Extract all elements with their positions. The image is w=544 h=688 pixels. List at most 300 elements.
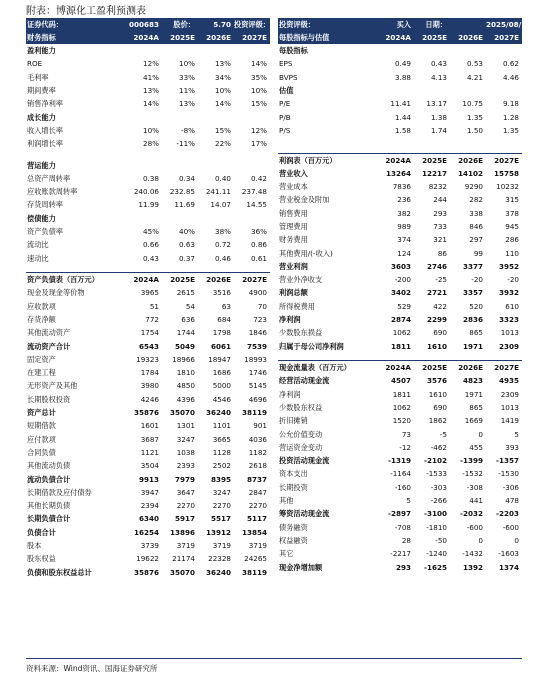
cell-value: 733 — [433, 221, 447, 231]
cell-value — [198, 212, 234, 225]
row-label: 短期借款 — [27, 421, 56, 431]
cell-value — [486, 353, 522, 361]
cell-value: -1625 — [424, 562, 447, 572]
cell-value — [414, 353, 450, 361]
table-row — [26, 137, 270, 150]
cell-value — [198, 110, 234, 123]
cell-value: 10% — [215, 86, 231, 96]
cell-value: -462 — [430, 442, 447, 452]
cell-value: 772 — [145, 314, 159, 324]
row-label: 利润增长率 — [27, 139, 63, 149]
row-label: 公允价值变动 — [279, 429, 323, 439]
cell-value — [450, 84, 486, 97]
cell-value: 1811 — [390, 341, 411, 351]
table-row — [278, 361, 522, 375]
cell-value: 45% — [143, 227, 159, 236]
cell-value: 1013 — [500, 328, 519, 338]
cell-value: 3739 — [140, 541, 159, 551]
cell-value — [486, 137, 522, 145]
cell-value: 0.62 — [502, 59, 519, 69]
row-label: 流动负债合计 — [27, 474, 71, 484]
cell-value — [162, 150, 198, 158]
cell-value: 38119 — [241, 408, 267, 418]
table-row — [278, 353, 522, 361]
cell-value — [198, 44, 234, 57]
cell-value: -200 — [394, 275, 411, 285]
cell-value: 441 — [469, 496, 483, 506]
cell-value: -20 — [471, 275, 483, 285]
row-label: 资本支出 — [279, 469, 308, 479]
cell-value: 1798 — [212, 328, 231, 338]
cell-value — [486, 84, 522, 97]
row-label: 应付款项 — [27, 434, 56, 444]
cell-value: 1846 — [248, 328, 267, 338]
table-row — [278, 494, 522, 507]
cell-value — [234, 150, 270, 158]
table-row — [26, 273, 270, 287]
table-row — [278, 137, 522, 145]
row-label: 毛利率 — [27, 72, 49, 82]
cell-value: -1357 — [496, 456, 519, 466]
cell-value: 1669 — [464, 416, 483, 426]
cell-value — [378, 44, 414, 57]
row-label: 总资产周转率 — [27, 173, 71, 183]
cell-value: 3719 — [176, 541, 195, 551]
row-label — [26, 150, 126, 158]
table-row — [26, 446, 270, 459]
row-label: 无形资产及其他 — [27, 381, 78, 391]
row-label: 资产负债表（百万元） — [26, 273, 126, 287]
table-row — [278, 97, 522, 110]
table-row — [278, 167, 522, 180]
cell-value: 374 — [397, 235, 411, 245]
row-label: 折旧摊销 — [279, 416, 308, 426]
cell-value: 2026E — [450, 361, 486, 375]
cell-value: 7836 — [392, 182, 411, 192]
row-label: ROE — [27, 59, 43, 69]
cell-value — [486, 145, 522, 153]
cell-value: 63 — [221, 301, 231, 311]
table-row — [278, 534, 522, 547]
cell-value: 13896 — [169, 527, 195, 537]
cell-value: 865 — [469, 328, 483, 338]
left-column — [26, 18, 270, 579]
table-row — [26, 44, 270, 57]
cell-value: 买入 — [378, 18, 414, 31]
table-row — [278, 273, 522, 286]
cell-value: 3247 — [212, 487, 231, 497]
row-label: 归属于母公司净利润 — [279, 341, 344, 351]
table-row — [26, 393, 270, 406]
table-row — [278, 374, 522, 387]
cell-value: 2394 — [140, 501, 159, 511]
cell-value: 0.72 — [214, 240, 231, 250]
table-row — [26, 526, 270, 539]
cell-value: -1532 — [462, 469, 483, 479]
cell-value: 14% — [251, 59, 267, 69]
cell-value: 9290 — [464, 182, 483, 192]
cell-value: 2025E — [414, 361, 450, 375]
row-label: 负债合计 — [27, 527, 56, 537]
table-row — [26, 300, 270, 313]
cell-value — [126, 44, 162, 57]
cell-value: 34% — [215, 72, 231, 82]
row-label: 所得税费用 — [279, 301, 315, 311]
cell-value: 18947 — [208, 354, 231, 364]
table-row — [26, 97, 270, 110]
table-row — [278, 84, 522, 97]
cell-value: 945 — [505, 221, 519, 231]
cell-value: 1971 — [464, 389, 483, 399]
cell-value: 13% — [215, 59, 231, 69]
cell-value: 124 — [397, 248, 411, 258]
row-label: 期间费率 — [27, 86, 56, 96]
cell-value: 2025E — [414, 153, 450, 167]
table-row — [26, 198, 270, 211]
cell-value: 846 — [469, 221, 483, 231]
cell-value: 1.35 — [466, 112, 483, 122]
cell-value: 10% — [179, 59, 195, 69]
cell-value: 321 — [433, 235, 447, 245]
row-label: BVPS — [279, 72, 298, 82]
cell-value: 1744 — [176, 328, 195, 338]
row-label: P/S — [279, 125, 291, 135]
cell-value: 1013 — [500, 402, 519, 412]
cell-value: 0.66 — [142, 240, 159, 250]
row-label: 营运资金变动 — [279, 442, 323, 452]
cell-value: 4696 — [248, 394, 267, 404]
cell-value: 13.17 — [426, 99, 447, 109]
cell-value: 11.99 — [138, 200, 159, 210]
cell-value: 11.69 — [174, 200, 195, 210]
table-row — [278, 71, 522, 84]
cell-value: 4935 — [498, 376, 519, 386]
row-label: 负债和股东权益总计 — [27, 567, 92, 577]
cell-value: 22328 — [208, 554, 231, 564]
row-label: 营业利润 — [279, 261, 308, 271]
cell-value: 1.58 — [394, 125, 411, 135]
cell-value: 3377 — [462, 261, 483, 271]
table-row — [26, 419, 270, 432]
cell-value: 7539 — [246, 341, 267, 351]
cell-value: 22% — [215, 139, 231, 149]
cell-value: 0 — [514, 535, 519, 545]
cell-value: 000683 — [126, 18, 162, 31]
table-row — [26, 212, 270, 225]
cell-value: 3323 — [498, 314, 519, 324]
row-label: 其它 — [279, 549, 294, 559]
cell-value: 3647 — [176, 487, 195, 497]
cell-value: -2102 — [424, 456, 447, 466]
row-label: 每股指标 — [279, 46, 308, 56]
cell-value: 1520 — [392, 416, 411, 426]
cell-value: 1121 — [140, 447, 159, 457]
cell-value: 0 — [478, 535, 483, 545]
row-label: 固定资产 — [27, 354, 56, 364]
row-label: 估值 — [279, 86, 294, 96]
cell-value: 2270 — [248, 501, 267, 511]
cell-value: 11.41 — [390, 99, 411, 109]
table-row — [26, 326, 270, 339]
cell-value: 12% — [251, 125, 267, 135]
cell-value: 9913 — [138, 474, 159, 484]
cell-value: 4246 — [140, 394, 159, 404]
table-row — [26, 251, 270, 264]
table-row — [278, 547, 522, 560]
row-label: 收入增长率 — [27, 125, 63, 135]
table-row — [26, 71, 270, 84]
cell-value: 2721 — [426, 288, 447, 298]
cell-value: -12 — [399, 442, 411, 452]
cell-value: 24265 — [244, 554, 267, 564]
cell-value: 3687 — [140, 434, 159, 444]
table-row — [278, 246, 522, 259]
row-label: 销售费用 — [279, 208, 308, 218]
cell-value: 股价： — [162, 18, 198, 31]
cell-value: 4823 — [462, 376, 483, 386]
table-row — [26, 150, 270, 158]
cell-value: -25 — [435, 275, 447, 285]
cell-value: -1319 — [388, 456, 411, 466]
table-row — [26, 225, 270, 238]
table-row — [26, 339, 270, 352]
cell-value: 422 — [433, 301, 447, 311]
cell-value — [162, 158, 198, 171]
cell-value: 2874 — [390, 314, 411, 324]
cell-value: 14% — [143, 99, 159, 109]
table-row — [26, 313, 270, 326]
cell-value: 5517 — [210, 514, 231, 524]
cell-value: 1301 — [176, 421, 195, 431]
cell-value: 901 — [253, 421, 267, 431]
cell-value: 35% — [251, 72, 267, 82]
cell-value: 73 — [401, 429, 411, 439]
table-row — [26, 124, 270, 137]
cell-value: 690 — [433, 402, 447, 412]
cell-value: 1.35 — [502, 125, 519, 135]
cell-value — [162, 212, 198, 225]
table-row — [278, 153, 522, 167]
cell-value: 3719 — [212, 541, 231, 551]
cell-value: 2027E — [234, 31, 270, 44]
table-row — [278, 521, 522, 534]
cell-value: 1610 — [426, 341, 447, 351]
cell-value — [234, 158, 270, 171]
cell-value: -3100 — [424, 509, 447, 519]
cell-value: 1746 — [248, 368, 267, 378]
cell-value: 10% — [251, 86, 267, 96]
table-row — [26, 366, 270, 379]
table-row — [278, 339, 522, 352]
table-row — [278, 326, 522, 339]
row-label: 利润表（百万元） — [278, 153, 378, 167]
cell-value — [126, 150, 162, 158]
row-label: 净利润 — [279, 314, 301, 324]
cell-value — [450, 145, 486, 153]
row-label: 现金及现金等价物 — [27, 288, 85, 298]
cell-value: 3516 — [212, 288, 231, 298]
source-footnote: 资料来源：Wind资讯、国海证券研究所 — [26, 658, 522, 674]
cell-value: 478 — [505, 496, 519, 506]
cell-value: 1182 — [248, 447, 267, 457]
row-label: 证券代码： — [26, 18, 126, 31]
cell-value: 2393 — [176, 461, 195, 471]
table-row — [26, 110, 270, 123]
row-label — [278, 137, 378, 145]
row-label: 其他流动负债 — [27, 461, 71, 471]
row-label: 销售净利率 — [27, 99, 63, 109]
cell-value: 2746 — [426, 261, 447, 271]
cell-value: 1128 — [212, 447, 231, 457]
cell-value: 8232 — [428, 182, 447, 192]
cell-value: 244 — [433, 195, 447, 205]
cell-value: 2026E — [198, 31, 234, 44]
cell-value: 0.86 — [250, 240, 267, 250]
row-label: P/B — [279, 112, 291, 122]
table-row — [278, 31, 522, 44]
cell-value: 28% — [143, 139, 159, 149]
cell-value: 0.42 — [250, 173, 267, 183]
cell-value: 293 — [395, 562, 411, 572]
cell-value: 11% — [179, 86, 195, 96]
cell-value: 2502 — [212, 461, 231, 471]
cell-value: 4900 — [248, 288, 267, 298]
cell-value — [378, 145, 414, 153]
cell-value — [450, 137, 486, 145]
cell-value: 3947 — [140, 487, 159, 497]
cell-value: 18993 — [244, 354, 267, 364]
cell-value: -11% — [176, 139, 195, 149]
cell-value: 51 — [149, 301, 159, 311]
cell-value — [414, 145, 450, 153]
cell-value: 2847 — [248, 487, 267, 497]
cell-value: 3952 — [498, 261, 519, 271]
cell-value: 99 — [473, 248, 483, 258]
cell-value: 2026E — [450, 31, 486, 44]
cell-value: 36240 — [205, 408, 231, 418]
table-row — [26, 353, 270, 366]
table-row — [278, 18, 522, 31]
cell-value: 1686 — [212, 368, 231, 378]
row-label: 股东权益 — [27, 554, 56, 564]
table-row — [26, 158, 270, 171]
cell-value: 2025E — [162, 31, 198, 44]
cell-value: 0.37 — [178, 253, 195, 263]
table-row — [278, 220, 522, 233]
cell-value: 10232 — [496, 182, 519, 192]
cell-value: 241.11 — [205, 187, 231, 197]
cell-value: 5117 — [246, 514, 267, 524]
table-row — [278, 44, 522, 57]
row-label: 筹资活动现金流 — [279, 509, 330, 519]
cell-value: 2024A — [126, 273, 162, 287]
row-label: EPS — [279, 59, 293, 69]
cell-value: 529 — [397, 301, 411, 311]
cell-value: 0.34 — [178, 173, 195, 183]
cell-value: 690 — [433, 328, 447, 338]
cell-value: -2897 — [388, 509, 411, 519]
cell-value: 35070 — [169, 567, 195, 577]
cell-value — [378, 84, 414, 97]
cell-value: 19323 — [136, 354, 159, 364]
cell-value: 1374 — [498, 562, 519, 572]
table-row — [26, 406, 270, 419]
cell-value — [126, 110, 162, 123]
row-label: 营业成本 — [279, 182, 308, 192]
cell-value: 5049 — [174, 341, 195, 351]
row-label: 少数股东损益 — [279, 328, 323, 338]
cell-value: 2025E — [162, 273, 198, 287]
report-title: 附表：博源化工盈利预测表 — [26, 6, 146, 17]
cell-value: 14.07 — [210, 200, 231, 210]
cell-value: 393 — [505, 442, 519, 452]
cell-value: 38119 — [241, 567, 267, 577]
cell-value: 723 — [253, 314, 267, 324]
forecast-tables — [26, 18, 532, 579]
table-row — [278, 388, 522, 401]
cell-value: 1810 — [176, 368, 195, 378]
cell-value: -1432 — [462, 549, 483, 559]
table-row — [278, 441, 522, 454]
row-label: 存货周转率 — [27, 200, 63, 210]
cell-value: 110 — [505, 248, 519, 258]
row-label: 每股指标与估值 — [278, 31, 378, 44]
cell-value: -1399 — [460, 456, 483, 466]
cell-value: 1101 — [212, 421, 231, 431]
cell-value: -20 — [507, 275, 519, 285]
cell-value: 636 — [181, 314, 195, 324]
cell-value: 33% — [179, 72, 195, 82]
cell-value: 2027E — [486, 31, 522, 44]
cell-value: 0.40 — [214, 173, 231, 183]
table-row — [26, 238, 270, 251]
row-label: 速动比 — [27, 253, 49, 263]
cell-value: 12% — [143, 59, 159, 69]
cell-value: 1.28 — [502, 112, 519, 122]
table-row — [26, 552, 270, 565]
row-label: P/E — [279, 99, 291, 109]
cell-value: 16254 — [133, 527, 159, 537]
cell-value: 14% — [215, 99, 231, 109]
cell-value: 4.21 — [466, 72, 483, 82]
cell-value: 4.13 — [430, 72, 447, 82]
table-row — [278, 206, 522, 219]
cell-value — [126, 265, 162, 273]
row-label: 应收账款周转率 — [27, 187, 78, 197]
row-label: 财务费用 — [279, 235, 308, 245]
cell-value: 14102 — [457, 168, 483, 178]
cell-value — [162, 265, 198, 273]
cell-value: 15% — [251, 99, 267, 109]
cell-value: 2836 — [462, 314, 483, 324]
cell-value: 4850 — [176, 381, 195, 391]
cell-value — [378, 353, 414, 361]
cell-value: 86 — [437, 248, 447, 258]
cell-value — [486, 44, 522, 57]
cell-value: -303 — [430, 482, 447, 492]
cell-value: 610 — [505, 301, 519, 311]
table-row — [26, 18, 270, 31]
table-row — [26, 565, 270, 578]
cell-value: 237.48 — [241, 187, 267, 197]
table-row — [278, 560, 522, 573]
cell-value: 286 — [505, 235, 519, 245]
cell-value: 2618 — [248, 461, 267, 471]
cell-value — [234, 110, 270, 123]
cell-value: -2203 — [496, 509, 519, 519]
cell-value: 15758 — [493, 168, 519, 178]
cell-value: -160 — [394, 482, 411, 492]
